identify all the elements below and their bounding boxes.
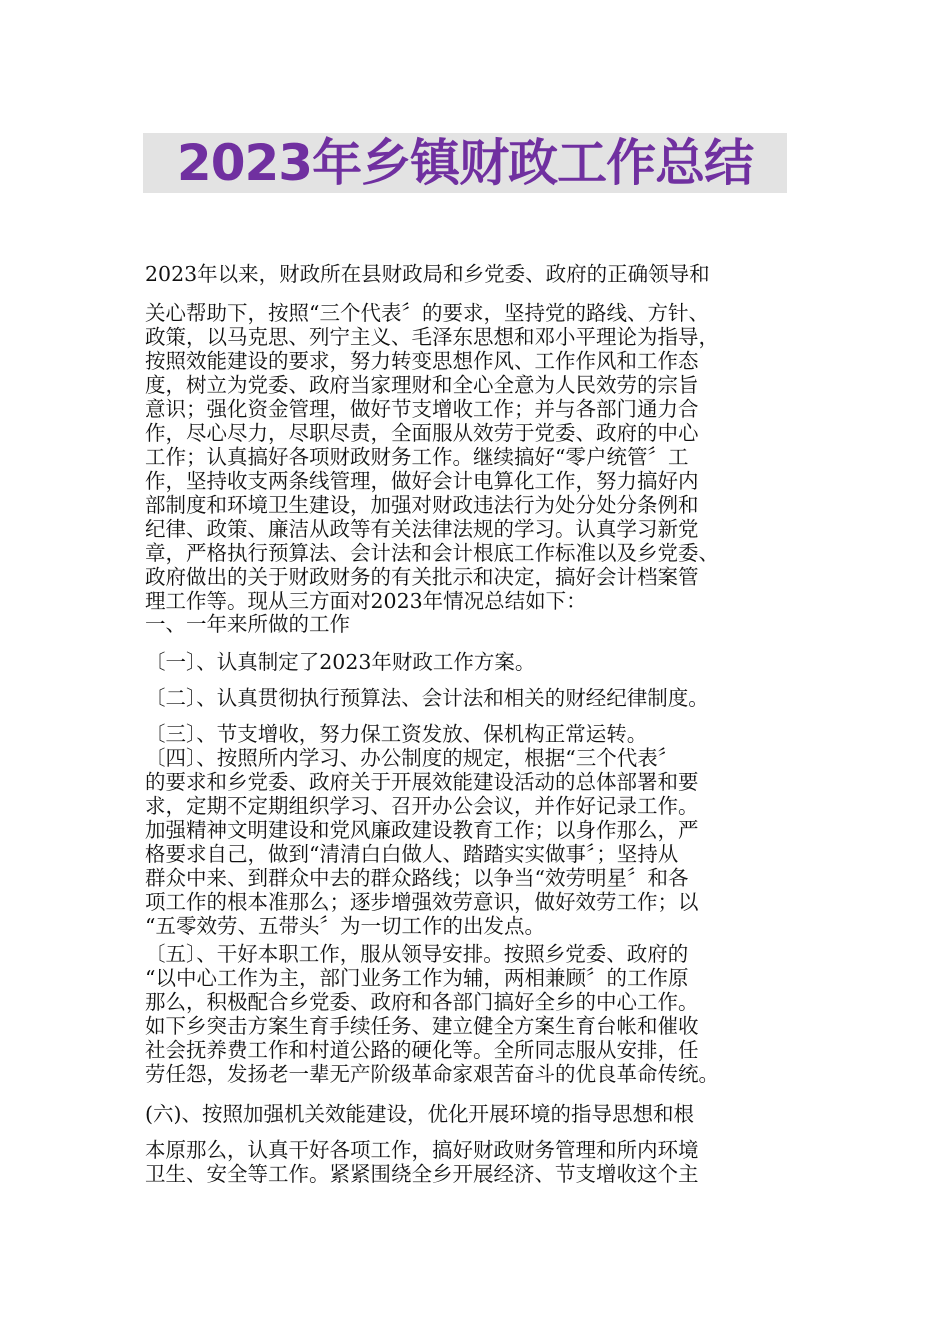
body-line: 项工作的根本准那么；逐步增强效劳意识，做好效劳工作；以 [145,890,699,914]
document-title: 2023年乡镇财政工作总结 [176,134,754,192]
body-line: 格要求自己，做到“清清白白做人、踏踏实实做事〞；坚持从 [145,842,679,866]
body-line: 工作；认真搞好各项财政财务工作。继续搞好“零户统管〞工 [145,445,689,469]
body-line: 一、一年来所做的工作 [145,612,350,636]
body-line: 社会抚养费工作和村道公路的硬化等。全所同志服从安排，任 [145,1038,699,1062]
body-line: 〔三〕、节支增收，努力保工资发放、保机构正常运转。 [145,722,648,746]
body-line: “五零效劳、五带头〞为一切工作的出发点。 [145,914,545,938]
body-line: “以中心工作为主，部门业务工作为辅，两相兼顾〞的工作原 [145,966,689,990]
body-line: 〔五〕、干好本职工作，服从领导安排。按照乡党委、政府的 [145,942,689,966]
body-line: 求，定期不定期组织学习、召开办公会议，并作好记录工作。 [145,794,699,818]
body-line: 本原那么，认真干好各项工作，搞好财政财务管理和所内环境 [145,1138,699,1162]
body-line: 政府做出的关于财政财务的有关批示和决定，搞好会计档案管 [145,565,699,589]
body-line: 〔四〕、按照所内学习、办公制度的规定，根据“三个代表〞 [145,746,679,770]
body-line: 群众中来、到群众中去的群众路线；以争当“效劳明星〞和各 [145,866,689,890]
body-line: 〔二〕、认真贯彻执行预算法、会计法和相关的财经纪律制度。 [145,686,709,710]
body-line: 的要求和乡党委、政府关于开展效能建设活动的总体部署和要 [145,770,699,794]
body-line: 加强精神文明建设和党风廉政建设教育工作；以身作那么，严 [145,818,699,842]
body-line: 意识；强化资金管理，做好节支增收工作；并与各部门通力合 [145,397,699,421]
body-line: 2023年以来，财政所在县财政局和乡党委、政府的正确领导和 [145,262,710,286]
body-line: 劳任怨，发扬老一辈无产阶级革命家艰苦奋斗的优良革命传统。 [145,1062,719,1086]
body-line: 章，严格执行预算法、会计法和会计根底工作标准以及乡党委、 [145,541,719,565]
title-highlight [143,133,787,193]
body-line: 政策，以马克思、列宁主义、毛泽东思想和邓小平理论为指导， [145,325,719,349]
body-line: 那么，积极配合乡党委、政府和各部门搞好全乡的中心工作。 [145,990,699,1014]
body-line: 卫生、安全等工作。紧紧围绕全乡开展经济、节支增收这个主 [145,1162,699,1186]
body-line: 度，树立为党委、政府当家理财和全心全意为人民效劳的宗旨 [145,373,699,397]
body-line: 部制度和环境卫生建设，加强对财政违法行为处分处分条例和 [145,493,699,517]
body-line: 按照效能建设的要求，努力转变思想作风、工作作风和工作态 [145,349,699,373]
body-line: (六)、按照加强机关效能建设，优化开展环境的指导思想和根 [145,1102,694,1126]
body-line: 作，尽心尽力，尽职尽责，全面服从效劳于党委、政府的中心 [145,421,699,445]
body-line: 纪律、政策、廉洁从政等有关法律法规的学习。认真学习新党 [145,517,699,541]
body-line: 理工作等。现从三方面对2023年情况总结如下： [145,589,587,613]
body-line: 如下乡突击方案生育手续任务、建立健全方案生育台帐和催收 [145,1014,699,1038]
body-line: 关心帮助下，按照“三个代表〞的要求，坚持党的路线、方针、 [145,301,709,325]
body-line: 作，坚持收支两条线管理，做好会计电算化工作，努力搞好内 [145,469,699,493]
body-line: 〔一〕、认真制定了2023年财政工作方案。 [145,650,536,674]
